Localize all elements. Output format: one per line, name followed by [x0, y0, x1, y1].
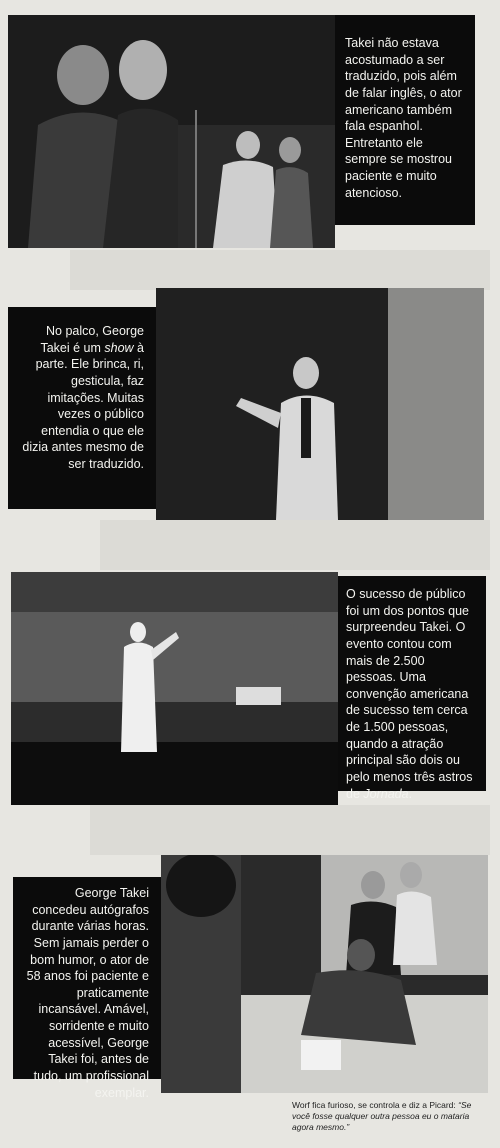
caption-audience-text-a: O sucesso de público foi um dos pontos que surpreendeu Takei. O evento contou com mais de 2.500 pessoas. Uma convenção americana de sucesso tem cerca de 1.500 pessoas, quando a atração principal são dois ou pelo menos três astros de	[346, 587, 473, 801]
bleed-through-band	[100, 520, 490, 570]
caption-stage-text-b: à parte. Ele brinca, ri, gesticula, faz imitações. Muitas vezes o público entendia o que ele dizia antes mesmo de ser traduzido.	[22, 340, 144, 471]
caption-audience-text	[346, 586, 476, 802]
photo-takei-with-interpreter	[8, 15, 335, 248]
caption-translation	[335, 15, 475, 225]
photo-audience	[11, 572, 338, 805]
bleed-through-band	[70, 250, 490, 290]
credit-quote-text: “Se você fosse qualquer outra pessoa eu o mataria agora mesmo.”	[292, 1100, 472, 1133]
caption-translation-text: Takei não estava acostumado a ser traduzido, pois além de falar inglês, o ator americano também fala espanhol. Entretanto ele sempre se mostrou paciente e muito atencioso.	[345, 36, 462, 200]
caption-audience-text-em: Jornada	[363, 786, 409, 801]
caption-stage-text-a: No palco, George Takei é um	[40, 324, 144, 355]
caption-autographs	[13, 877, 161, 1100]
photo-autograph-session	[161, 855, 488, 1093]
caption-autographs-text: George Takei concedeu autógrafos durante várias horas. Sem jamais perder o bom humor, o ator de 58 anos foi paciente e praticamente incansável. Amável, sorridente e muito acessível, George Takei foi, antes de tudo, um profissional exemplar.	[26, 886, 149, 1100]
photo-credit-caption	[292, 1100, 482, 1133]
bleed-through-band	[90, 805, 490, 855]
caption-stage	[8, 307, 156, 509]
caption-stage-text-em: show	[104, 340, 134, 355]
credit-plain-text: Worf fica furioso, se controla e diz a Picard:	[292, 1100, 459, 1110]
caption-audience	[338, 576, 486, 801]
caption-stage-text	[20, 323, 144, 473]
caption-audience-text-b: .	[408, 786, 413, 801]
photo-takei-on-stage	[156, 288, 484, 520]
